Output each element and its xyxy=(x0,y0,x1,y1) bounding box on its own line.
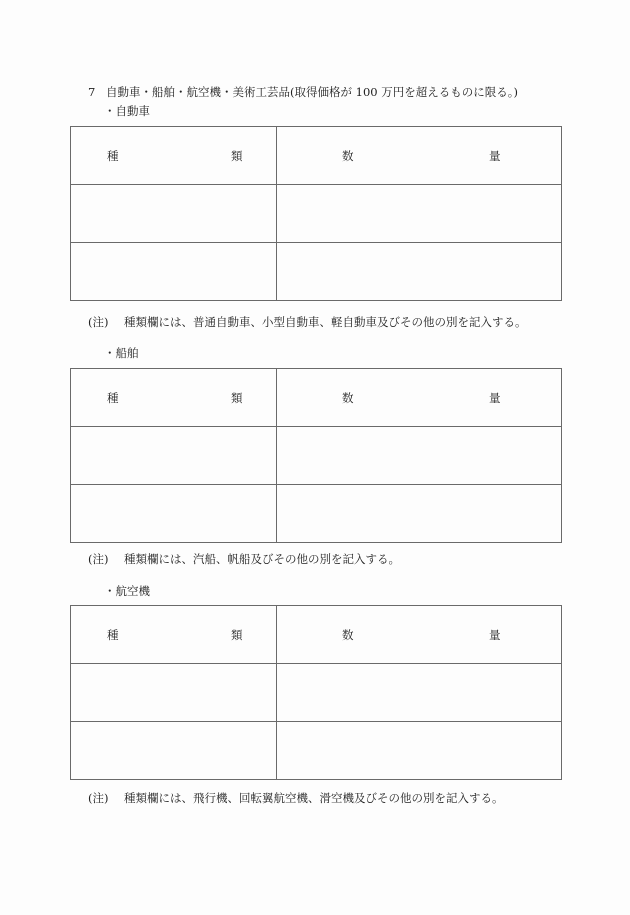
quantity-cell[interactable] xyxy=(277,722,562,780)
type-cell[interactable] xyxy=(71,185,277,243)
table-row xyxy=(71,243,562,301)
header-quantity-char-1: 数 xyxy=(342,391,354,405)
aircraft-table xyxy=(70,605,562,780)
quantity-cell[interactable] xyxy=(277,243,562,301)
header-type-char-2: 類 xyxy=(231,391,243,405)
header-quantity-char-1: 数 xyxy=(342,628,354,642)
header-quantity-char-2: 量 xyxy=(489,149,501,163)
subsection-label-ship: ・船舶 xyxy=(104,346,139,360)
type-cell[interactable] xyxy=(71,664,277,722)
note-automobile xyxy=(88,314,527,330)
header-type-char-1: 種 xyxy=(107,628,119,642)
quantity-cell[interactable] xyxy=(277,427,562,485)
quantity-cell[interactable] xyxy=(277,664,562,722)
table-row xyxy=(71,427,562,485)
quantity-cell[interactable] xyxy=(277,185,562,243)
subsection-label-automobile: ・自動車 xyxy=(104,104,150,118)
note-ship xyxy=(88,551,400,567)
type-cell[interactable] xyxy=(71,485,277,543)
table-header-row xyxy=(71,127,562,185)
note-tag: (注) xyxy=(88,791,109,805)
header-type-char-1: 種 xyxy=(107,149,119,163)
note-tag: (注) xyxy=(88,315,109,329)
note-text: 種類欄には、普通自動車、小型自動車、軽自動車及びその他の別を記入する。 xyxy=(124,315,527,329)
header-quantity-char-2: 量 xyxy=(489,391,501,405)
note-text: 種類欄には、飛行機、回転翼航空機、滑空機及びその他の別を記入する。 xyxy=(124,791,504,805)
note-tag: (注) xyxy=(88,552,109,566)
note-text: 種類欄には、汽船、帆船及びその他の別を記入する。 xyxy=(124,552,400,566)
subsection-label-aircraft: ・航空機 xyxy=(104,584,150,598)
table-header-row xyxy=(71,369,562,427)
note-aircraft xyxy=(88,790,504,806)
header-quantity-char-1: 数 xyxy=(342,149,354,163)
type-cell[interactable] xyxy=(71,243,277,301)
table-row xyxy=(71,664,562,722)
ship-table xyxy=(70,368,562,543)
quantity-cell[interactable] xyxy=(277,485,562,543)
header-type-char-1: 種 xyxy=(107,391,119,405)
type-cell[interactable] xyxy=(71,427,277,485)
table-row xyxy=(71,185,562,243)
table-header-row xyxy=(71,606,562,664)
automobile-table xyxy=(70,126,562,301)
section-number: 7 xyxy=(88,85,96,99)
section-heading xyxy=(88,84,518,100)
type-cell[interactable] xyxy=(71,722,277,780)
header-type-char-2: 類 xyxy=(231,149,243,163)
header-type-char-2: 類 xyxy=(231,628,243,642)
table-row xyxy=(71,485,562,543)
section-title: 自動車・船舶・航空機・美術工芸品(取得価格が 100 万円を超えるものに限る。) xyxy=(106,85,518,99)
table-row xyxy=(71,722,562,780)
header-quantity-char-2: 量 xyxy=(489,628,501,642)
